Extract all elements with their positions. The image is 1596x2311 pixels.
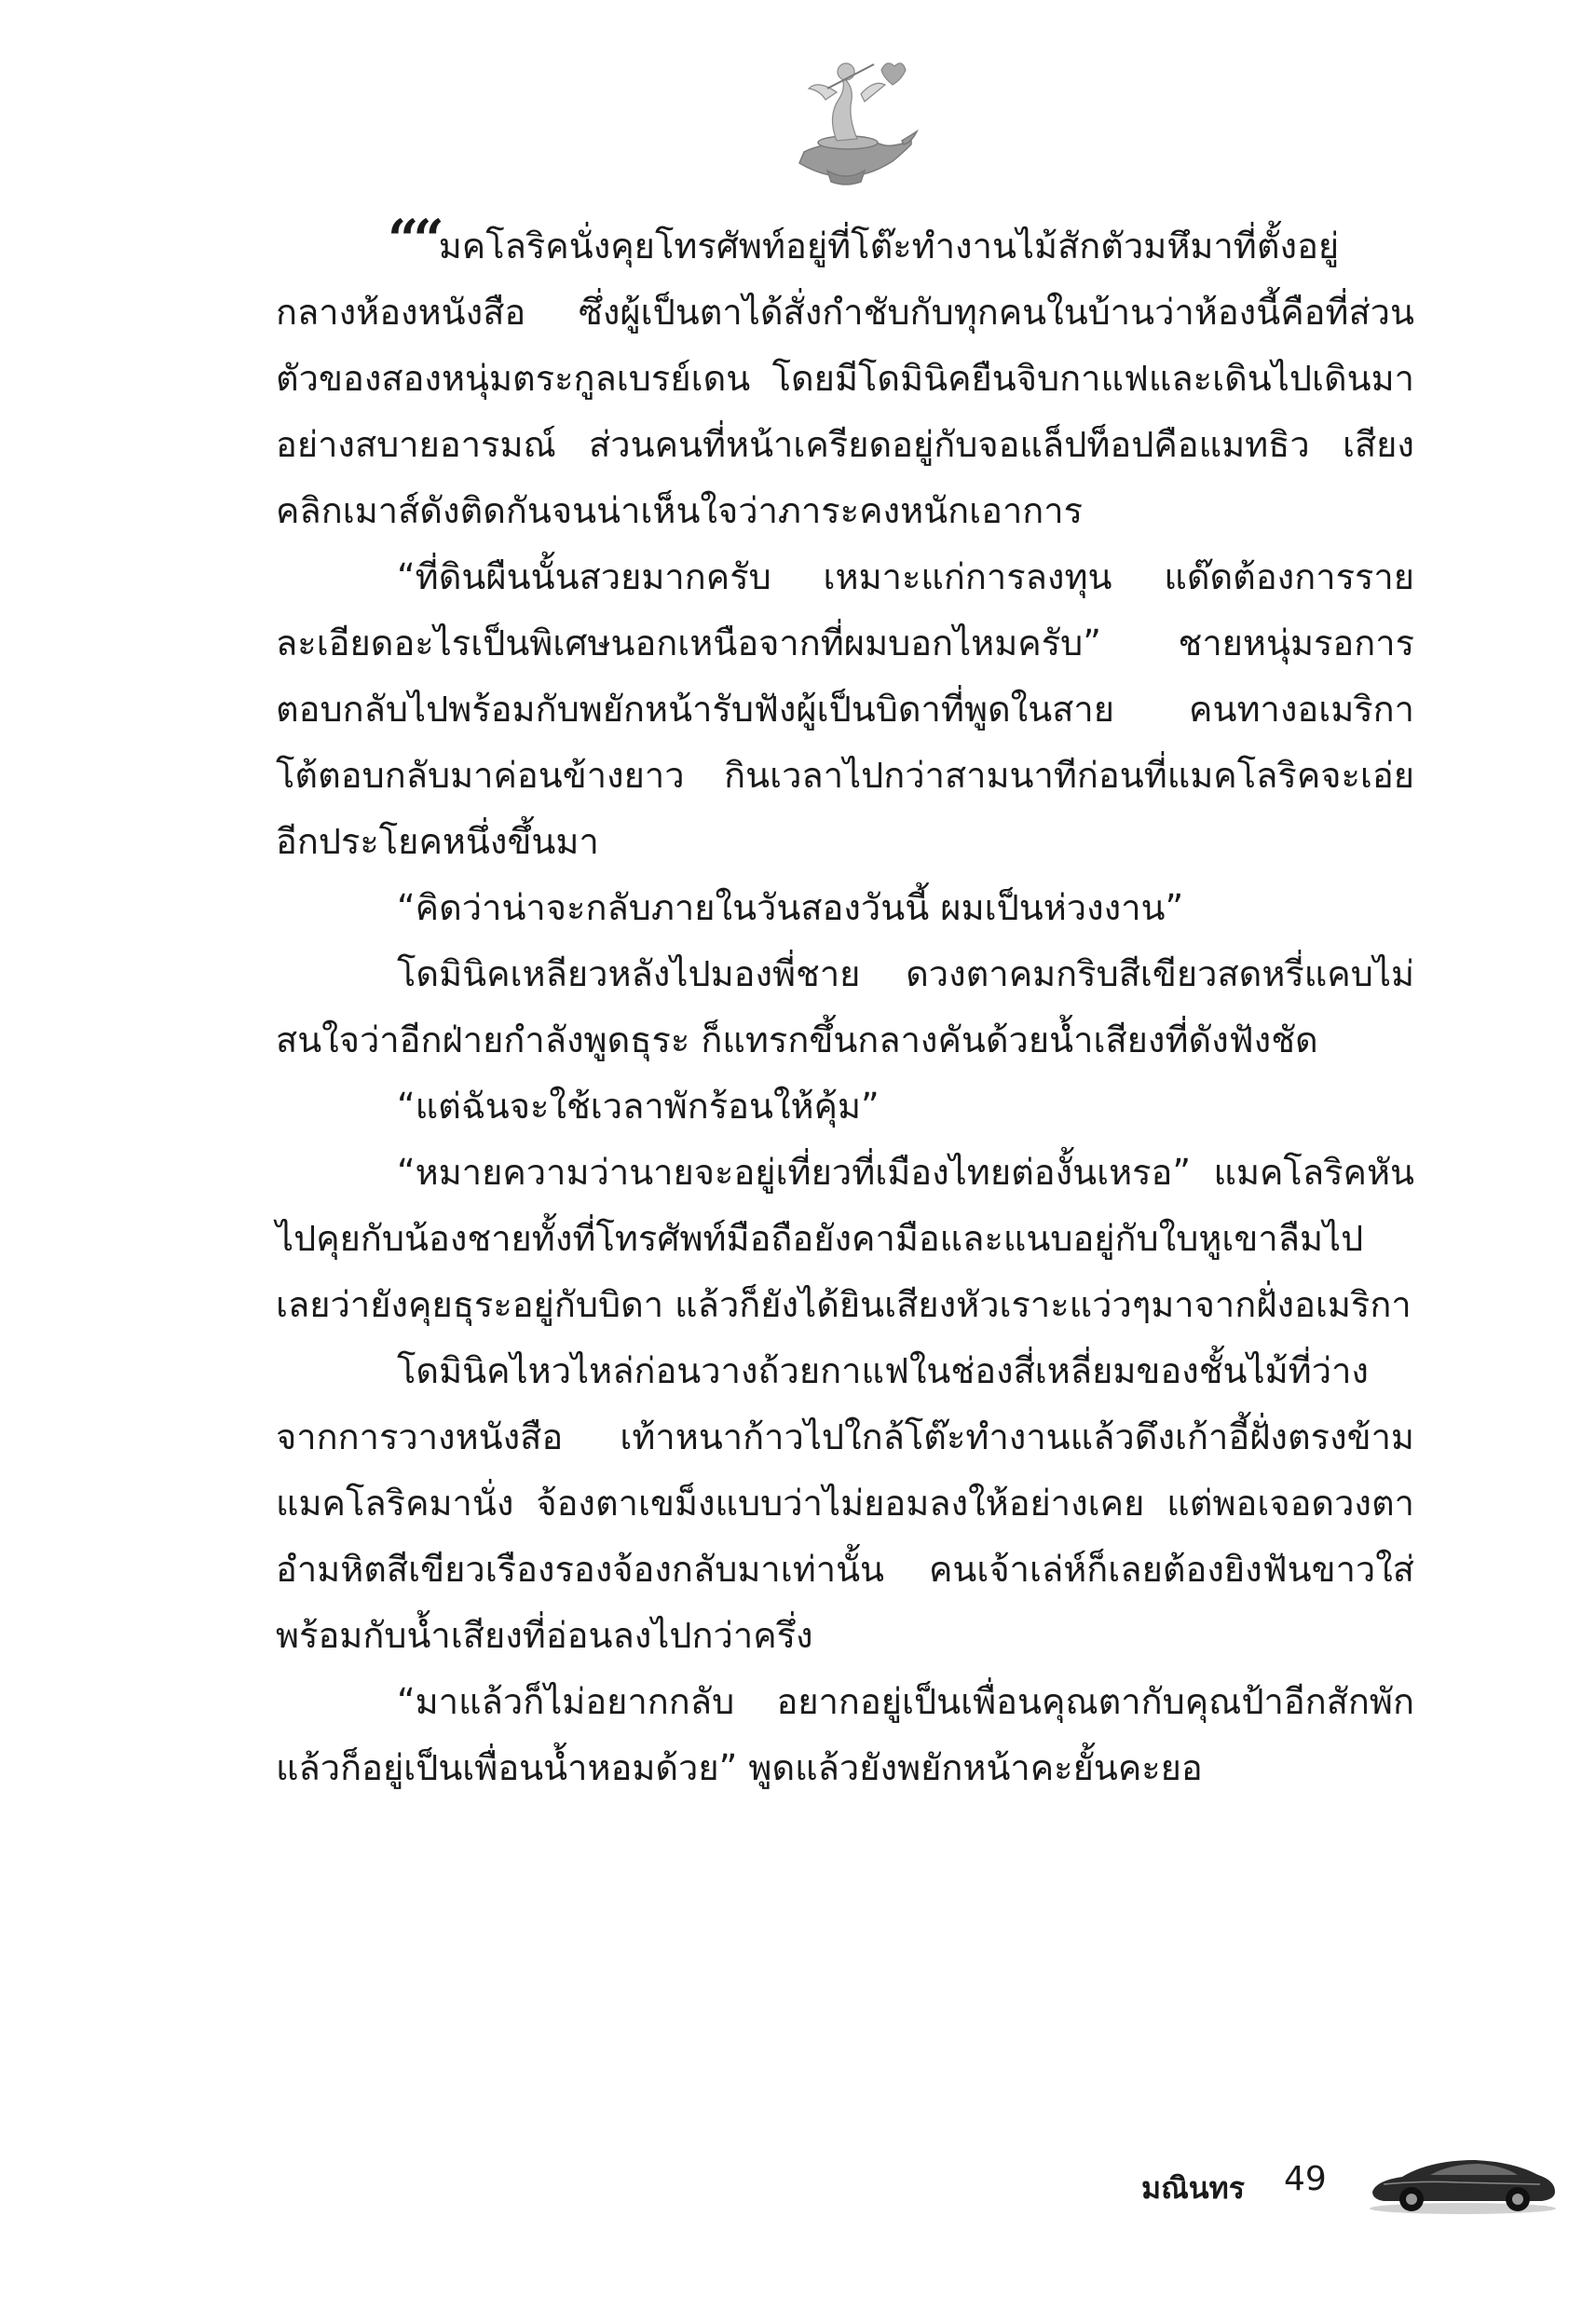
paragraph: โดมินิคเหลียวหลังไปมองพี่ชาย ดวงตาคมกริบสีเขียวสดหรี่แคบไม่สนใจว่าอีกฝ่ายกำลังพูดธุระ ก็แทรกขึ้นกลางคันด้วยน้ำเสียงที่ดังฟังชัด bbox=[276, 953, 1414, 1060]
paragraph: “คิดว่าน่าจะกลับภายในวันสองวันนี้ ผมเป็นห่วงงาน” bbox=[397, 887, 1184, 928]
footer-author: มณินทร bbox=[1141, 2170, 1245, 2206]
paragraph: “มาแล้วก็ไม่อยากกลับ อยากอยู่เป็นเพื่อนคุณตากับคุณป้าอีกสักพัก แล้วก็อยู่เป็นเพื่อนน้ำหอมด้วย” พูดแล้วยังพยักหน้าคะยั้นคะยอ bbox=[276, 1681, 1414, 1788]
page-number: 49 bbox=[1284, 2160, 1327, 2198]
paragraph: ““มคโลริคนั่งคุยโทรศัพท์อยู่ที่โต๊ะทำงานไม้สักตัวมหึมาที่ตั้งอยู่กลางห้องหนังสือ ซึ่งผู้เป็นตาได้สั่งกำชับกับทุกคนในบ้านว่าห้องนี้คือที่ส่วนตัวของสองหนุ่มตระกูลเบรย์เดน โดยมีโดมินิคยืนจิบกาแฟและเดินไปเดินมาอย่างสบายอารมณ์ ส่วนคนที่หน้าเครียดอยู่กับจอแล็ปท็อปคือแมทธิว เสียงคลิกเมาส์ดังติดกันจนน่าเห็นใจว่าภาระคงหนักเอาการ bbox=[276, 208, 1414, 531]
opening-quote-mark: ““ bbox=[388, 208, 439, 271]
paragraph: “แต่ฉันจะใช้เวลาพักร้อนให้คุ้ม” bbox=[397, 1086, 880, 1127]
paragraph: “หมายความว่านายจะอยู่เที่ยวที่เมืองไทยต่องั้นเหรอ” แมคโลริคหันไปคุยกับน้องชายทั้งที่โทรศัพท์มือถือยังคามือและแนบอยู่กับใบหูเขาลืมไปเลยว่ายังคุยธุระอยู่กับบิดา แล้วก็ยังได้ยินเสียงหัวเราะแว่วๆมาจากฝั่งอเมริกา bbox=[276, 1152, 1414, 1325]
paragraph: โดมินิคไหวไหล่ก่อนวางถ้วยกาแฟในช่องสี่เหลี่ยมของชั้นไม้ที่ว่างจากการวางหนังสือ เท้าหนาก้าวไปใกล้โต๊ะทำงานแล้วดึงเก้าอี้ฝั่งตรงข้ามแมคโลริคมานั่ง จ้องตาเขม็งแบบว่าไม่ยอมลงให้อย่างเคย แต่พอเจอดวงตาอำมหิตสีเขียวเรืองรองจ้องกลับมาเท่านั้น คนเจ้าเล่ห์ก็เลยต้องยิงฟันขาวใส่พร้อมกับน้ำเสียงที่อ่อนลงไปกว่าครึ่ง bbox=[276, 1350, 1414, 1656]
sports-car-icon bbox=[1365, 2143, 1561, 2218]
cupid-genie-lamp-icon bbox=[771, 51, 921, 191]
paragraph: “ที่ดินผืนนั้นสวยมากครับ เหมาะแก่การลงทุน แด๊ดต้องการรายละเอียดอะไรเป็นพิเศษนอกเหนือจากที่ผมบอกไหมครับ” ชายหนุ่มรอการตอบกลับไปพร้อมกับพยักหน้ารับฟังผู้เป็นบิดาที่พูดในสาย คนทางอเมริกาโต้ตอบกลับมาค่อนข้างยาว กินเวลาไปกว่าสามนาทีก่อนที่แมคโลริคจะเอ่ยอีกประโยคหนึ่งขึ้นมา bbox=[276, 556, 1414, 862]
body-text bbox=[276, 207, 1414, 1801]
